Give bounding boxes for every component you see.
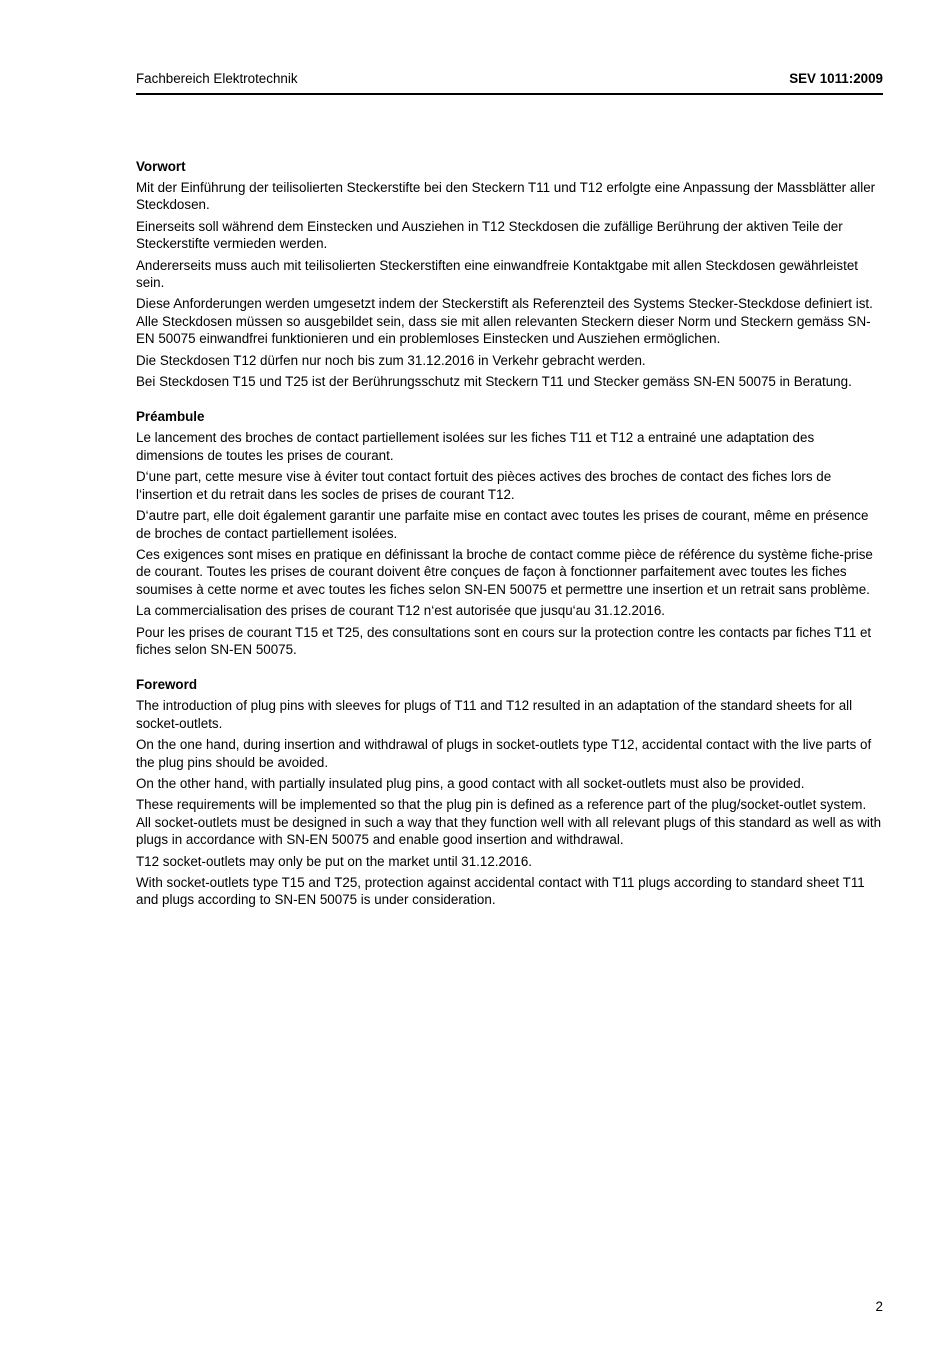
paragraph: D‘autre part, elle doit également garantir une parfaite mise en contact avec toutes les prises de courant, même en présence de broches de contact partiellement isolées. [136,508,869,541]
paragraph: Le lancement des broches de contact partiellement isolées sur les fiches T11 et T12 a entrainé une adaptation des dimensions de toutes les prises de courant. [136,430,815,463]
section-title-vorwort: Vorwort [136,159,186,174]
section-vorwort [136,158,883,390]
header-department: Fachbereich Elektrotechnik [136,71,298,86]
paragraph: With socket-outlets type T15 and T25, protection against accidental contact with T11 plugs according to standard sheet T11 and plugs according to SN-EN 50075 is under consideration. [136,875,865,908]
paragraph: Andererseits muss auch mit teilisolierten Steckerstiften eine einwandfreie Kontaktgabe mit allen Steckdosen gewährleistet sein. [136,257,858,291]
section-foreword [136,676,883,908]
paragraph: La commercialisation des prises de courant T12 n‘est autorisée que jusqu‘au 31.12.2016. [136,603,666,619]
paragraph: Bei Steckdosen T15 und T25 ist der Berührungsschutz mit Steckern T11 und Stecker gemäss SN-EN 50075 in Beratung. [136,374,852,390]
page-number: 2 [875,1299,883,1314]
section-preambule [136,408,883,658]
paragraph: T12 socket-outlets may only be put on the market until 31.12.2016. [136,853,532,869]
paragraph: On the other hand, with partially insulated plug pins, a good contact with all socket-outlets must also be provided. [136,775,805,791]
paragraph: On the one hand, during insertion and withdrawal of plugs in socket-outlets type T12, accidental contact with the live parts of the plug pins should be avoided. [136,737,872,770]
paragraph: The introduction of plug pins with sleeves for plugs of T11 and T12 resulted in an adaptation of the standard sheets for all socket-outlets. [136,698,853,731]
paragraph: Einerseits soll während dem Einstecken und Ausziehen in T12 Steckdosen die zufällige Berührung der aktiven Teile der Steckerstifte vermieden werden. [136,218,843,252]
paragraph: Ces exigences sont mises en pratique en définissant la broche de contact comme pièce de référence du système fiche-prise de courant. Toutes les prises de courant doivent être conçues de façon à fonctionner parfaitement avec toutes les fiches soumises à cette norme et avec toutes les fiches selon SN-EN 50075 et permettre une insertion et un retrait sans problème. [136,546,873,597]
paragraph: D‘une part, cette mesure vise à éviter tout contact fortuit des pièces actives des broches de contact des fiches lors de l‘insertion et du retrait dans les socles de prises de courant T12. [136,469,832,502]
paragraph: Pour les prises de courant T15 et T25, des consultations sont en cours sur la protection contre les contacts par fiches T11 et fiches selon SN-EN 50075. [136,624,872,657]
section-title-preambule: Préambule [136,409,205,425]
paragraph: Mit der Einführung der teilisolierten Steckerstifte bei den Steckern T11 und T12 erfolgte eine Anpassung der Massblätter aller Steckdosen. [136,180,876,213]
paragraph: Diese Anforderungen werden umgesetzt indem der Steckerstift als Referenzteil des Systems Stecker-Steckdose definiert ist. Alle Steckdosen müssen so ausgebildet sein, dass sie mit allen relevanten Steckern dieser Norm und Steckern gemäss SN-EN 50075 einwandfrei funktionieren und ein problemloses Einstecken und Ausziehen ermöglichen. [136,296,873,347]
paragraph: Die Steckdosen T12 dürfen nur noch bis zum 31.12.2016 in Verkehr gebracht werden. [136,352,646,368]
document-body [136,158,883,927]
section-title-foreword: Foreword [136,677,198,693]
header-document-id: SEV 1011:2009 [789,71,883,86]
page-header [136,71,883,95]
paragraph: These requirements will be implemented so that the plug pin is defined as a reference part of the plug/socket-outlet system. All socket-outlets must be designed in such a way that they function well with all relevant plugs of this standard as well as with plugs in accordance with SN-EN 50075 and enable good insertion and withdrawal. [136,797,882,848]
